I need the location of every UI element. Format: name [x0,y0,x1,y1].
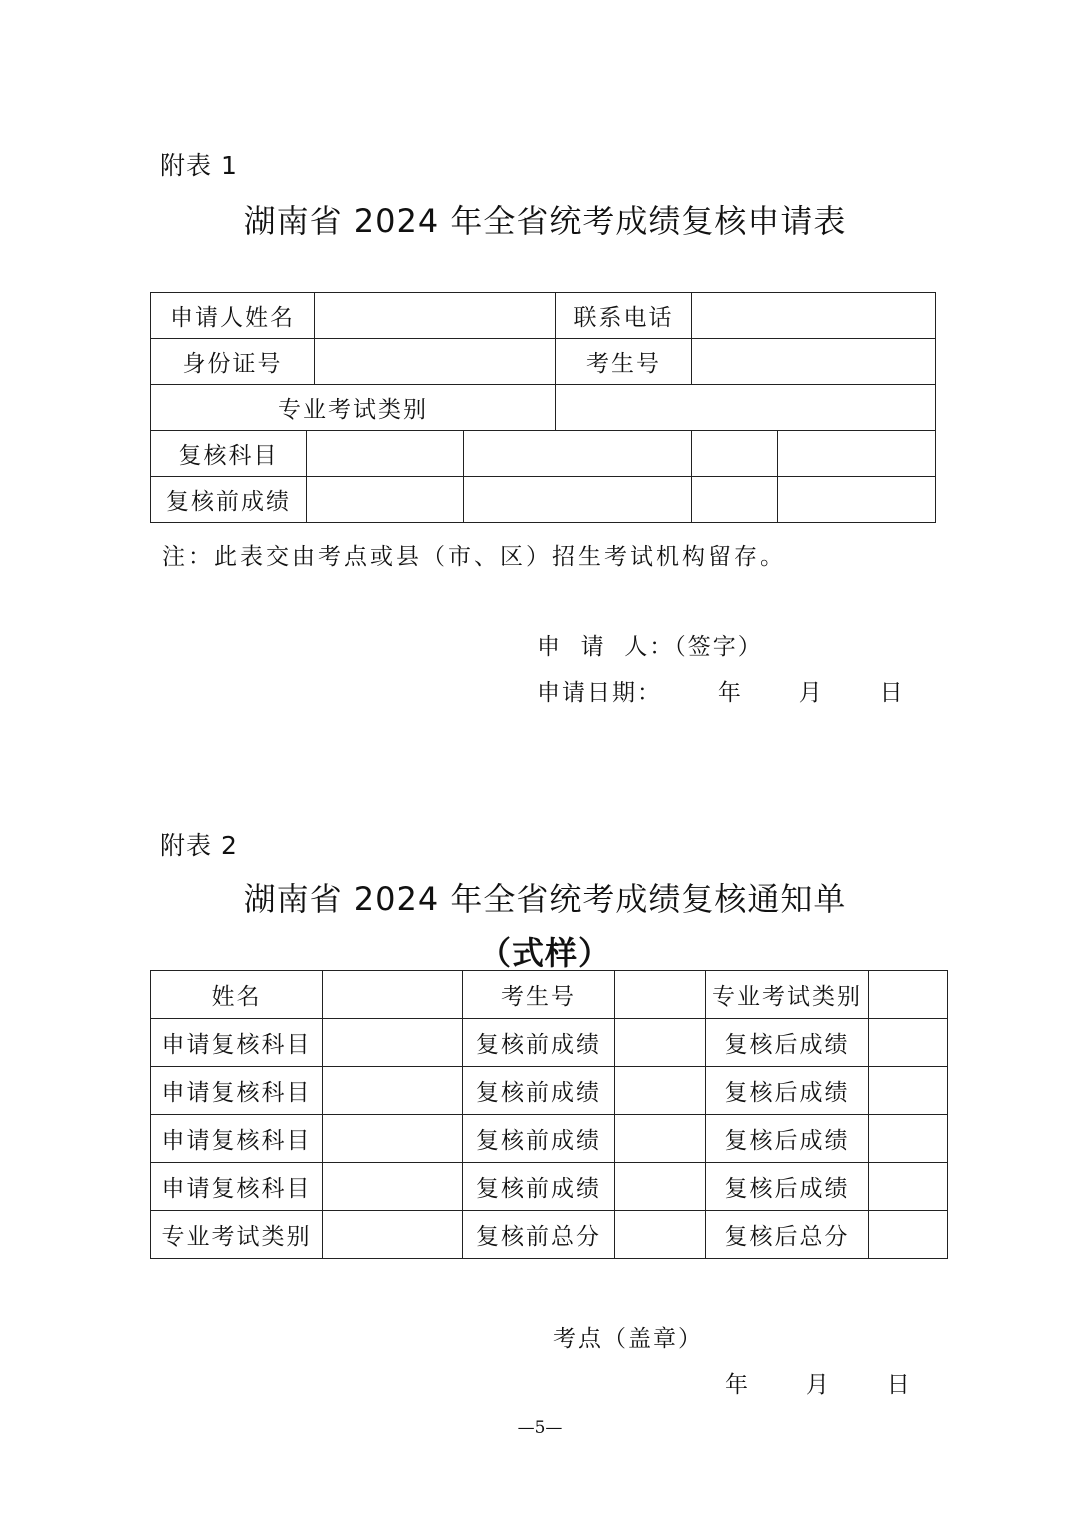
form1-note: 注：此表交由考点或县（市、区）招生考试机构留存。 [162,544,786,570]
score-after-label: 复核后成绩 [706,1163,869,1211]
review-subject-field-3[interactable] [692,431,778,477]
score-before-label: 复核前成绩 [463,1067,615,1115]
applicant-name-label: 申请人姓名 [151,293,315,339]
exam-category-total-label: 专业考试类别 [151,1211,323,1259]
score-before-field[interactable] [615,1067,706,1115]
review-subject-field[interactable] [323,1067,463,1115]
review-subject-label: 申请复核科目 [151,1115,323,1163]
review-subject-field[interactable] [323,1019,463,1067]
application-date-line: 申请日期： 年 月 日 [537,680,905,706]
score-before-label: 复核前成绩 [151,477,307,523]
form1-title: 湖南省 2024 年全省统考成绩复核申请表 [243,202,847,240]
total-row [151,1211,948,1259]
score-before-field-2[interactable] [464,477,692,523]
score-after-label: 复核后成绩 [706,1067,869,1115]
exam-category-field[interactable] [556,385,936,431]
review-subject-field-4[interactable] [778,431,936,477]
appendix-2-label: 附表 2 [160,831,238,860]
total-after-label: 复核后总分 [706,1211,869,1259]
review-subject-label: 申请复核科目 [151,1163,323,1211]
review-subject-label: 复核科目 [151,431,307,477]
exam-category-label: 专业考试类别 [706,971,869,1019]
applicant-name-field[interactable] [315,293,556,339]
header-row [151,971,948,1019]
candidate-number-label: 考生号 [463,971,615,1019]
candidate-number-field[interactable] [615,971,706,1019]
candidate-number-label: 考生号 [556,339,692,385]
subject-row [151,1163,948,1211]
subject-row [151,1115,948,1163]
review-subject-label: 申请复核科目 [151,1019,323,1067]
exam-category-label: 专业考试类别 [151,385,556,431]
score-before-field-1[interactable] [307,477,464,523]
name-label: 姓名 [151,971,323,1019]
exam-site-stamp-line: 考点（盖章） [553,1326,703,1352]
score-after-field[interactable] [869,1115,948,1163]
form2-title: 湖南省 2024 年全省统考成绩复核通知单 [243,880,847,918]
score-before-label: 复核前成绩 [463,1163,615,1211]
score-before-field[interactable] [615,1019,706,1067]
score-after-field[interactable] [869,1019,948,1067]
review-subject-field[interactable] [323,1163,463,1211]
appendix-1-label: 附表 1 [160,151,238,180]
review-subject-label: 申请复核科目 [151,1067,323,1115]
review-notice-table [150,970,948,1259]
page-number: —5— [517,1418,563,1438]
form2-subtitle: （式样） [478,934,611,972]
exam-category-total-field[interactable] [323,1211,463,1259]
phone-field[interactable] [692,293,936,339]
total-after-field[interactable] [869,1211,948,1259]
applicant-signature-line: 申 请 人：（签字） [537,634,763,660]
score-before-label: 复核前成绩 [463,1115,615,1163]
total-before-field[interactable] [615,1211,706,1259]
score-after-label: 复核后成绩 [706,1019,869,1067]
subject-row [151,1067,948,1115]
total-before-label: 复核前总分 [463,1211,615,1259]
candidate-number-field[interactable] [692,339,936,385]
review-subject-field-1[interactable] [307,431,464,477]
id-number-label: 身份证号 [151,339,315,385]
score-after-label: 复核后成绩 [706,1115,869,1163]
review-application-table [150,292,936,523]
phone-label: 联系电话 [556,293,692,339]
subject-row [151,1019,948,1067]
score-before-label: 复核前成绩 [463,1019,615,1067]
score-after-field[interactable] [869,1163,948,1211]
score-before-field[interactable] [615,1163,706,1211]
score-before-field-4[interactable] [778,477,936,523]
exam-category-field[interactable] [869,971,948,1019]
score-before-field-3[interactable] [692,477,778,523]
notice-date-line: 年 月 日 [725,1372,912,1398]
score-before-field[interactable] [615,1115,706,1163]
id-number-field[interactable] [315,339,556,385]
name-field[interactable] [323,971,463,1019]
score-after-field[interactable] [869,1067,948,1115]
review-subject-field-2[interactable] [464,431,692,477]
review-subject-field[interactable] [323,1115,463,1163]
